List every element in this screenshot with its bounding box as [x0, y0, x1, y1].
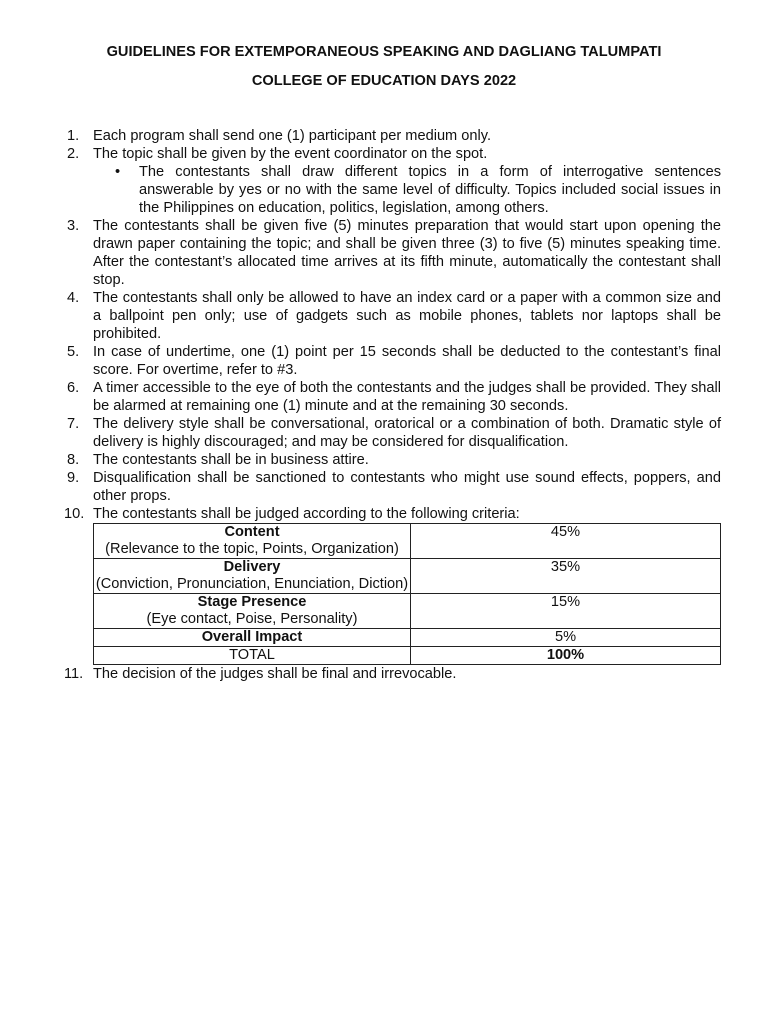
item-text: Each program shall send one (1) participant per medium only.: [93, 128, 492, 144]
table-row: [94, 629, 721, 647]
criteria-description: (Relevance to the topic, Points, Organization): [105, 541, 399, 557]
list-item: [67, 343, 721, 379]
item-number: 7.: [67, 416, 80, 432]
table-row: [94, 524, 721, 559]
criteria-cell: [94, 559, 411, 594]
criteria-table: [93, 523, 721, 665]
list-item: [67, 217, 721, 289]
item-text: The contestants shall draw different topics in a form of interrogative sentences answerable by yes or no with the same level of difficulty. Topics included social issues in the Philippines on education, politics, legislation, among others.: [139, 164, 721, 216]
list-item: [67, 127, 721, 145]
criteria-weight: 45%: [411, 524, 721, 559]
criteria-weight: 5%: [411, 629, 721, 647]
item-text: The contestants shall only be allowed to have an index card or a paper with a common size and a ballpoint pen only; use of gadgets such as mobile phones, tablets nor laptops shall be prohibited.: [93, 290, 721, 342]
criteria-name: Overall Impact: [201, 629, 303, 645]
item-text: The decision of the judges shall be final and irrevocable.: [93, 666, 457, 682]
item-text: The delivery style shall be conversational, oratorical or a combination of both. Dramatic style of delivery is highly discouraged; and may be considered for disqualification.: [93, 416, 721, 450]
list-item: [64, 505, 721, 523]
item-number: 3.: [67, 218, 80, 234]
criteria-name: Content: [224, 524, 280, 540]
criteria-weight: 15%: [411, 594, 721, 629]
list-item: [67, 451, 721, 469]
item-number: 2.: [67, 146, 80, 162]
bullet-icon: •: [115, 164, 121, 180]
item-number: 6.: [67, 380, 80, 396]
item-number: 11.: [64, 666, 84, 682]
total-label: TOTAL: [94, 647, 411, 665]
item-number: 4.: [67, 290, 80, 306]
item-number: 8.: [67, 452, 80, 468]
item-text: Disqualification shall be sanctioned to contestants who might use sound effects, poppers, and other props.: [93, 470, 721, 504]
table-row: [94, 559, 721, 594]
criteria-name: Delivery: [223, 559, 281, 575]
item-text: The contestants shall be judged according to the following criteria:: [93, 506, 520, 522]
document-subtitle: COLLEGE OF EDUCATION DAYS 2022: [251, 73, 517, 89]
guidelines-list: [64, 127, 721, 683]
list-item: [67, 379, 721, 415]
table-row-total: [94, 647, 721, 665]
item-number: 1.: [67, 128, 80, 144]
list-item: [67, 415, 721, 451]
total-value: 100%: [411, 647, 721, 665]
criteria-cell: [94, 629, 411, 647]
criteria-weight: 35%: [411, 559, 721, 594]
criteria-cell: [94, 594, 411, 629]
item-text: In case of undertime, one (1) point per 15 seconds shall be deducted to the contestant’s final score. For overtime, refer to #3.: [93, 344, 721, 378]
item-number: 9.: [67, 470, 80, 486]
item-number: 10.: [64, 506, 85, 522]
item-text: The topic shall be given by the event coordinator on the spot.: [93, 146, 488, 162]
criteria-description: (Conviction, Pronunciation, Enunciation, Diction): [95, 576, 409, 592]
criteria-description: (Eye contact, Poise, Personality): [146, 611, 358, 627]
document-title: GUIDELINES FOR EXTEMPORANEOUS SPEAKING AND DAGLIANG TALUMPATI: [106, 44, 662, 60]
criteria-cell: [94, 524, 411, 559]
item-text: The contestants shall be given five (5) minutes preparation that would start upon opening the drawn paper containing the topic; and shall be given three (3) to five (5) minutes speaking time. After the contestant’s allocated time arrives at its fifth minute, automatically the contestant shall stop.: [93, 218, 721, 288]
list-item: [67, 145, 721, 163]
item-text: A timer accessible to the eye of both the contestants and the judges shall be provided. They shall be alarmed at remaining one (1) minute and at the remaining 30 seconds.: [93, 380, 721, 414]
list-item: [67, 289, 721, 343]
item-number: 5.: [67, 344, 80, 360]
list-item: [67, 469, 721, 505]
table-row: [94, 594, 721, 629]
criteria-name: Stage Presence: [197, 594, 307, 610]
list-item: [64, 665, 721, 683]
sub-list-item: [67, 163, 721, 217]
item-text: The contestants shall be in business attire.: [93, 452, 369, 468]
